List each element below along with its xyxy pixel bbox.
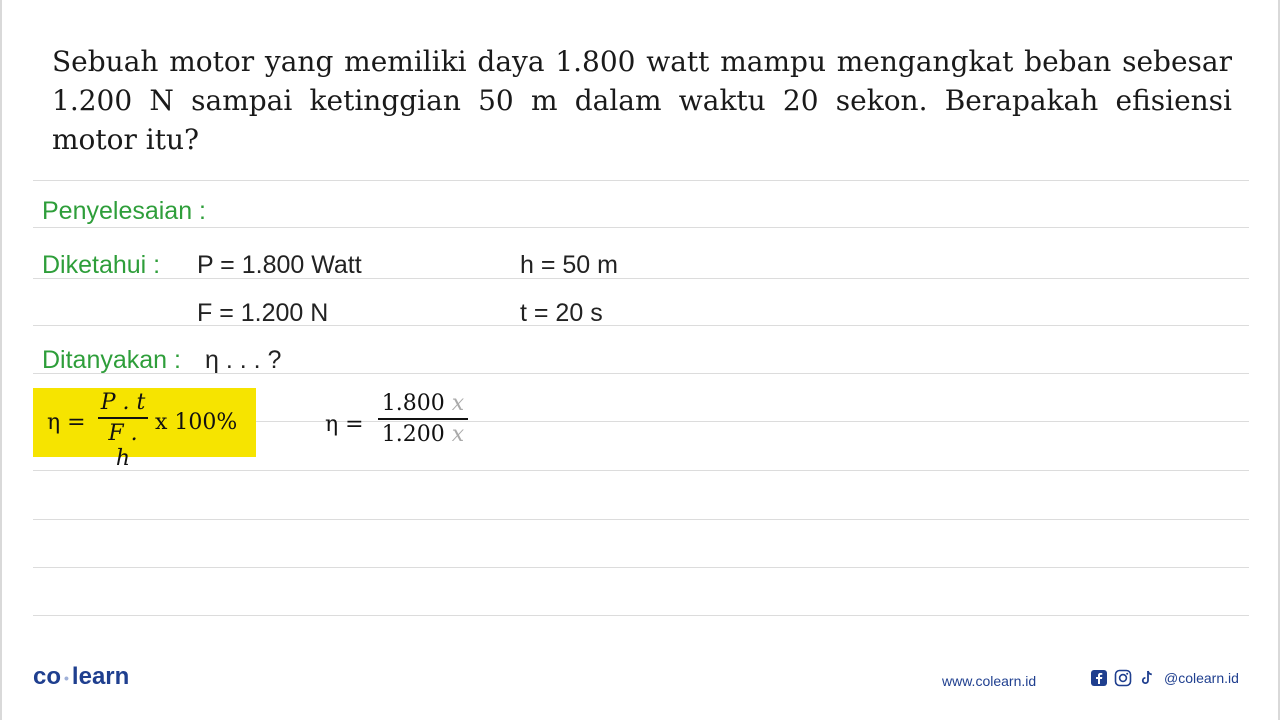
formula-numerator: P . t [100, 390, 146, 415]
step-fraction [378, 391, 468, 447]
ruled-line [33, 180, 1249, 181]
ruled-line [33, 227, 1249, 228]
step-numerator: 1.800 [381, 391, 445, 416]
footer-url[interactable]: www.colearn.id [942, 673, 1037, 689]
ruled-line [33, 470, 1249, 471]
question-text: Sebuah motor yang memiliki daya 1.800 watt mampu mengangkat beban sebesar 1.200 N sampai ketinggian 50 m dalam waktu 20 sekon. Berapakah efisiensi motor itu? [52, 45, 1232, 156]
fraction-bar [98, 417, 148, 419]
logo-right: learn [71, 663, 130, 690]
formula-multiplier: x 100% [155, 410, 238, 435]
solution-heading: Penyelesaian : [42, 197, 207, 225]
ruled-line [33, 615, 1249, 616]
step-numerator-row [378, 391, 468, 416]
known-time: t = 20 s [520, 299, 603, 327]
logo-dot: • [64, 669, 69, 686]
facebook-icon[interactable] [1090, 669, 1108, 687]
formula-denominator: F . h [108, 420, 138, 471]
asked-value: η . . . ? [205, 346, 282, 374]
step-lhs: η = [325, 412, 364, 437]
formula-lhs: η = [47, 410, 86, 435]
ruled-line [33, 567, 1249, 568]
colearn-logo [33, 663, 129, 691]
left-frame-edge [0, 0, 2, 720]
social-handle[interactable]: @colearn.id [1164, 670, 1239, 686]
tiktok-icon[interactable] [1138, 669, 1156, 687]
step-denominator-row [378, 422, 468, 447]
logo-left: co [33, 663, 62, 690]
fraction-bar [378, 418, 468, 420]
instagram-icon[interactable] [1114, 669, 1132, 687]
asked-label: Ditanyakan : [42, 346, 181, 374]
known-height: h = 50 m [520, 251, 618, 279]
known-label: Diketahui : [42, 251, 161, 279]
social-links [1090, 669, 1239, 687]
step-denominator-mark: x [451, 421, 465, 447]
step-denominator: 1.200 [381, 421, 445, 447]
step-numerator-mark: x [451, 391, 465, 416]
formula-fraction [98, 390, 148, 471]
known-power: P = 1.800 Watt [197, 251, 362, 279]
known-force: F = 1.200 N [197, 299, 329, 327]
ruled-line [33, 519, 1249, 520]
